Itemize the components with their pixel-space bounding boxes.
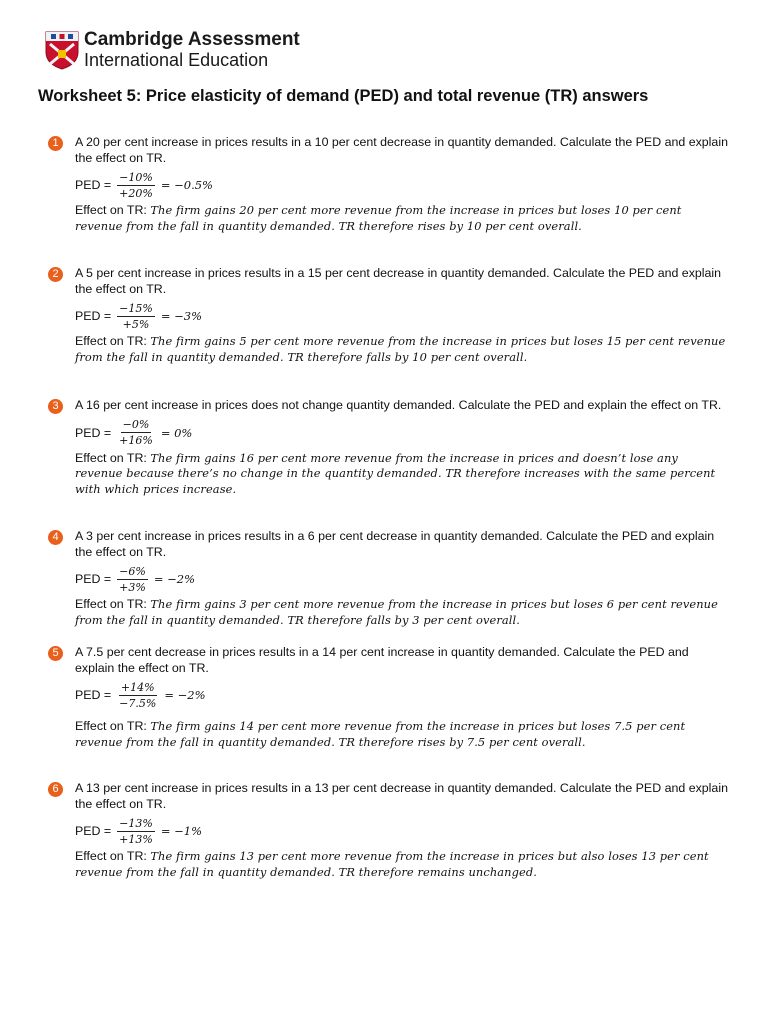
question-3 xyxy=(48,398,728,497)
ped-fraction xyxy=(117,681,158,710)
ped-denominator: +5% xyxy=(122,317,150,331)
effect-on-tr xyxy=(75,849,728,880)
ped-numerator: −6% xyxy=(119,564,146,578)
effect-label: Effect on TR: xyxy=(75,334,147,348)
ped-calculation xyxy=(75,168,728,202)
effect-on-tr xyxy=(75,451,728,498)
effect-label: Effect on TR: xyxy=(75,849,147,863)
ped-label: PED = xyxy=(75,688,112,702)
ped-denominator: +13% xyxy=(119,832,153,846)
ped-calculation xyxy=(75,814,728,848)
question-1 xyxy=(48,135,728,234)
question-text: A 7.5 per cent decrease in prices results in a 14 per cent increase in quantity demanded. Calculate the PED and explain the effect on TR. xyxy=(75,645,689,675)
question-text: A 13 per cent increase in prices results in a 13 per cent decrease in quantity demanded. Calculate the PED and explain the effect on TR. xyxy=(75,781,728,811)
cambridge-crest-logo xyxy=(44,30,80,70)
question-6 xyxy=(48,781,728,880)
effect-on-tr xyxy=(75,719,728,750)
effect-on-tr xyxy=(75,203,728,234)
ped-numerator: −10% xyxy=(119,170,153,184)
ped-fraction xyxy=(117,171,155,200)
ped-calculation xyxy=(75,678,728,712)
ped-numerator: −13% xyxy=(119,816,153,830)
question-5 xyxy=(48,645,728,750)
ped-denominator: +16% xyxy=(119,434,153,447)
ped-denominator: +3% xyxy=(119,580,146,594)
effect-label: Effect on TR: xyxy=(75,450,147,465)
question-number-badge: 3 xyxy=(48,399,63,414)
effect-label: Effect on TR: xyxy=(75,597,147,611)
question-text: A 20 per cent increase in prices results in a 10 per cent decrease in quantity demanded. Calculate the PED and explain the effect on TR. xyxy=(75,135,728,165)
effect-answer: The firm gains 20 per cent more revenue from the increase in prices but loses 10 per cent revenue from the fall in quantity demanded. TR therefore rises by 10 per cent overall. xyxy=(75,203,682,233)
ped-denominator: +20% xyxy=(119,186,153,200)
question-2 xyxy=(48,266,728,365)
question-text: A 16 per cent increase in prices does not change quantity demanded. Calculate the PED and explain the effect on TR. xyxy=(75,398,722,412)
question-number-badge: 6 xyxy=(48,782,63,797)
question-number-badge: 1 xyxy=(48,136,63,151)
ped-label: PED = xyxy=(75,572,112,586)
question-number-badge: 4 xyxy=(48,530,63,545)
ped-denominator: −7.5% xyxy=(119,696,157,710)
page-title: Worksheet 5: Price elasticity of demand (PED) and total revenue (TR) answers xyxy=(38,87,649,105)
question-text: A 3 per cent increase in prices results in a 6 per cent decrease in quantity demanded. Calculate the PED and explain the effect on TR. xyxy=(75,529,715,559)
effect-answer: The firm gains 16 per cent more revenue from the increase in prices and doesn’t lose any revenue because there’s no change in the quantity demanded. TR therefore increases with the same percent with which prices increase. xyxy=(75,450,716,496)
ped-result: = −2% xyxy=(164,688,206,702)
effect-answer: The firm gains 13 per cent more revenue from the increase in prices but also loses 13 per cent revenue from the fall in quantity demanded. TR therefore remains unchanged. xyxy=(75,849,709,879)
brand-name: Cambridge Assessment xyxy=(84,29,300,50)
question-number-badge: 2 xyxy=(48,267,63,282)
effect-answer: The firm gains 5 per cent more revenue from the increase in prices but loses 15 per cent revenue from the fall in quantity demanded. TR therefore falls by 10 per cent overall. xyxy=(75,334,726,364)
ped-fraction xyxy=(117,418,155,447)
ped-label: PED = xyxy=(75,824,112,838)
question-4 xyxy=(48,529,728,628)
ped-calculation xyxy=(75,299,728,333)
ped-result: = −0.5% xyxy=(160,178,213,192)
ped-fraction xyxy=(117,565,148,594)
ped-calculation xyxy=(75,562,728,596)
ped-label: PED = xyxy=(75,309,112,323)
effect-on-tr xyxy=(75,334,728,365)
question-text: A 5 per cent increase in prices results in a 15 per cent decrease in quantity demanded. Calculate the PED and explain the effect on TR. xyxy=(75,266,722,296)
effect-label: Effect on TR: xyxy=(75,719,147,733)
ped-result: = −1% xyxy=(160,824,202,838)
ped-result: = 0% xyxy=(160,425,193,440)
header xyxy=(44,30,300,70)
effect-answer: The firm gains 3 per cent more revenue from the increase in prices but loses 6 per cent revenue from the fall in quantity demanded. TR therefore falls by 3 per cent overall. xyxy=(75,597,718,627)
brand-subtitle: International Education xyxy=(84,50,269,70)
effect-on-tr xyxy=(75,597,728,628)
ped-calculation xyxy=(75,416,728,450)
ped-result: = −2% xyxy=(153,572,195,586)
effect-label: Effect on TR: xyxy=(75,203,147,217)
question-number-badge: 5 xyxy=(48,646,63,661)
ped-fraction xyxy=(117,817,155,846)
ped-label: PED = xyxy=(75,178,112,192)
ped-numerator: −15% xyxy=(119,301,153,315)
effect-answer: The firm gains 14 per cent more revenue from the increase in prices but loses 7.5 per cent revenue from the fall in quantity demanded. TR therefore rises by 7.5 per cent overall. xyxy=(75,719,686,749)
ped-result: = −3% xyxy=(160,309,202,323)
ped-numerator: +14% xyxy=(120,680,155,694)
ped-numerator: −0% xyxy=(122,418,150,431)
ped-label: PED = xyxy=(75,425,112,440)
ped-fraction xyxy=(117,302,155,331)
